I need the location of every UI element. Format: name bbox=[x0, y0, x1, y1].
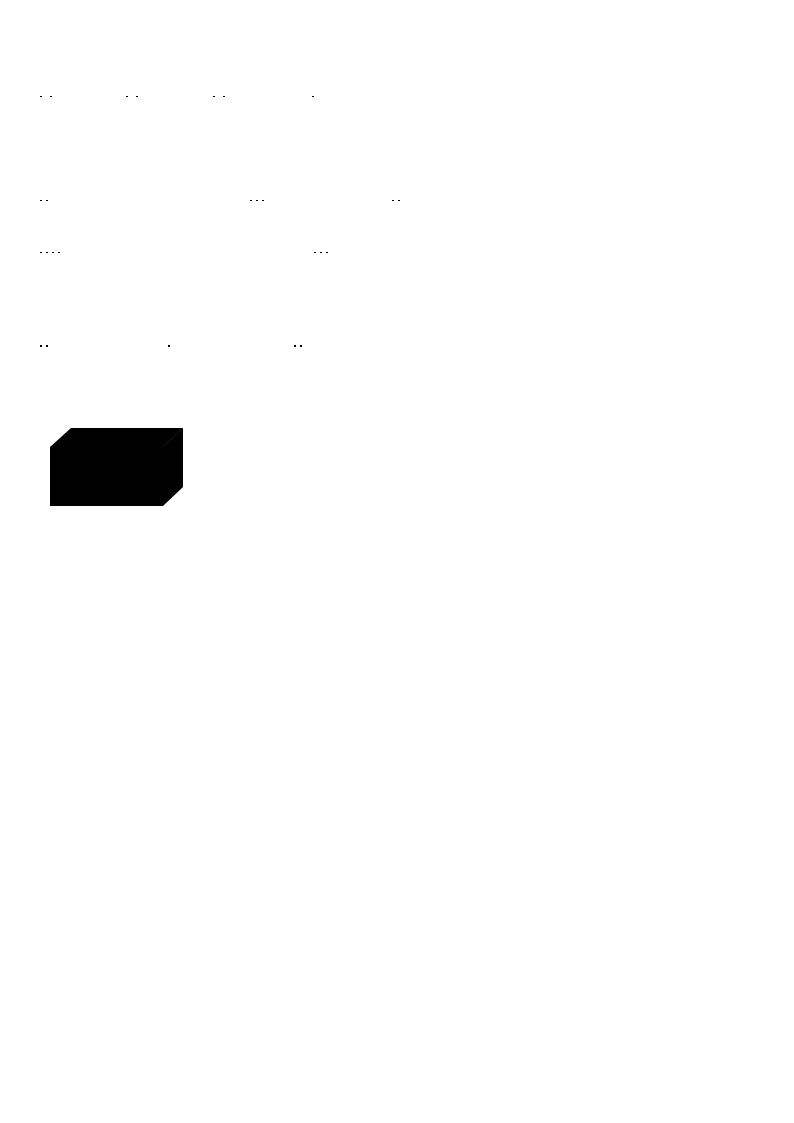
fraction bbox=[223, 94, 225, 99]
expr-row1-1 bbox=[38, 76, 58, 116]
cuboid-front-face bbox=[50, 447, 163, 506]
fraction bbox=[46, 198, 48, 203]
fraction bbox=[50, 94, 52, 99]
fraction bbox=[136, 94, 138, 99]
fraction bbox=[40, 198, 42, 203]
fraction bbox=[300, 343, 302, 349]
q23-expr-2 bbox=[248, 180, 266, 220]
fraction bbox=[314, 250, 316, 255]
fraction bbox=[126, 94, 128, 99]
q23-expr-4 bbox=[38, 232, 62, 272]
fraction bbox=[52, 250, 54, 255]
fraction bbox=[312, 94, 314, 99]
fraction bbox=[294, 343, 296, 349]
fraction bbox=[398, 198, 400, 203]
fraction bbox=[58, 250, 60, 255]
expr-row1-4 bbox=[310, 76, 316, 116]
q24-equation-1 bbox=[38, 326, 50, 366]
q24-equation-2 bbox=[166, 326, 172, 366]
q23-expr-3 bbox=[390, 180, 402, 220]
fraction bbox=[250, 198, 252, 203]
fraction bbox=[256, 198, 258, 203]
q23-expr-1 bbox=[38, 180, 50, 220]
fraction bbox=[46, 250, 48, 255]
expr-row1-3 bbox=[211, 76, 231, 116]
q24-equation-3 bbox=[292, 326, 304, 366]
fraction bbox=[262, 198, 264, 203]
fraction bbox=[40, 343, 42, 349]
fraction bbox=[213, 94, 215, 99]
fraction bbox=[320, 250, 322, 255]
cuboid-diagram bbox=[40, 420, 210, 545]
q23-expr-5 bbox=[312, 232, 330, 272]
expr-row1-2 bbox=[124, 76, 144, 116]
fraction bbox=[392, 198, 394, 203]
cuboid-top-face bbox=[50, 428, 183, 447]
fraction bbox=[40, 250, 42, 255]
fraction bbox=[168, 343, 170, 349]
fraction bbox=[46, 343, 48, 349]
fraction bbox=[40, 94, 42, 99]
fraction bbox=[326, 250, 328, 255]
